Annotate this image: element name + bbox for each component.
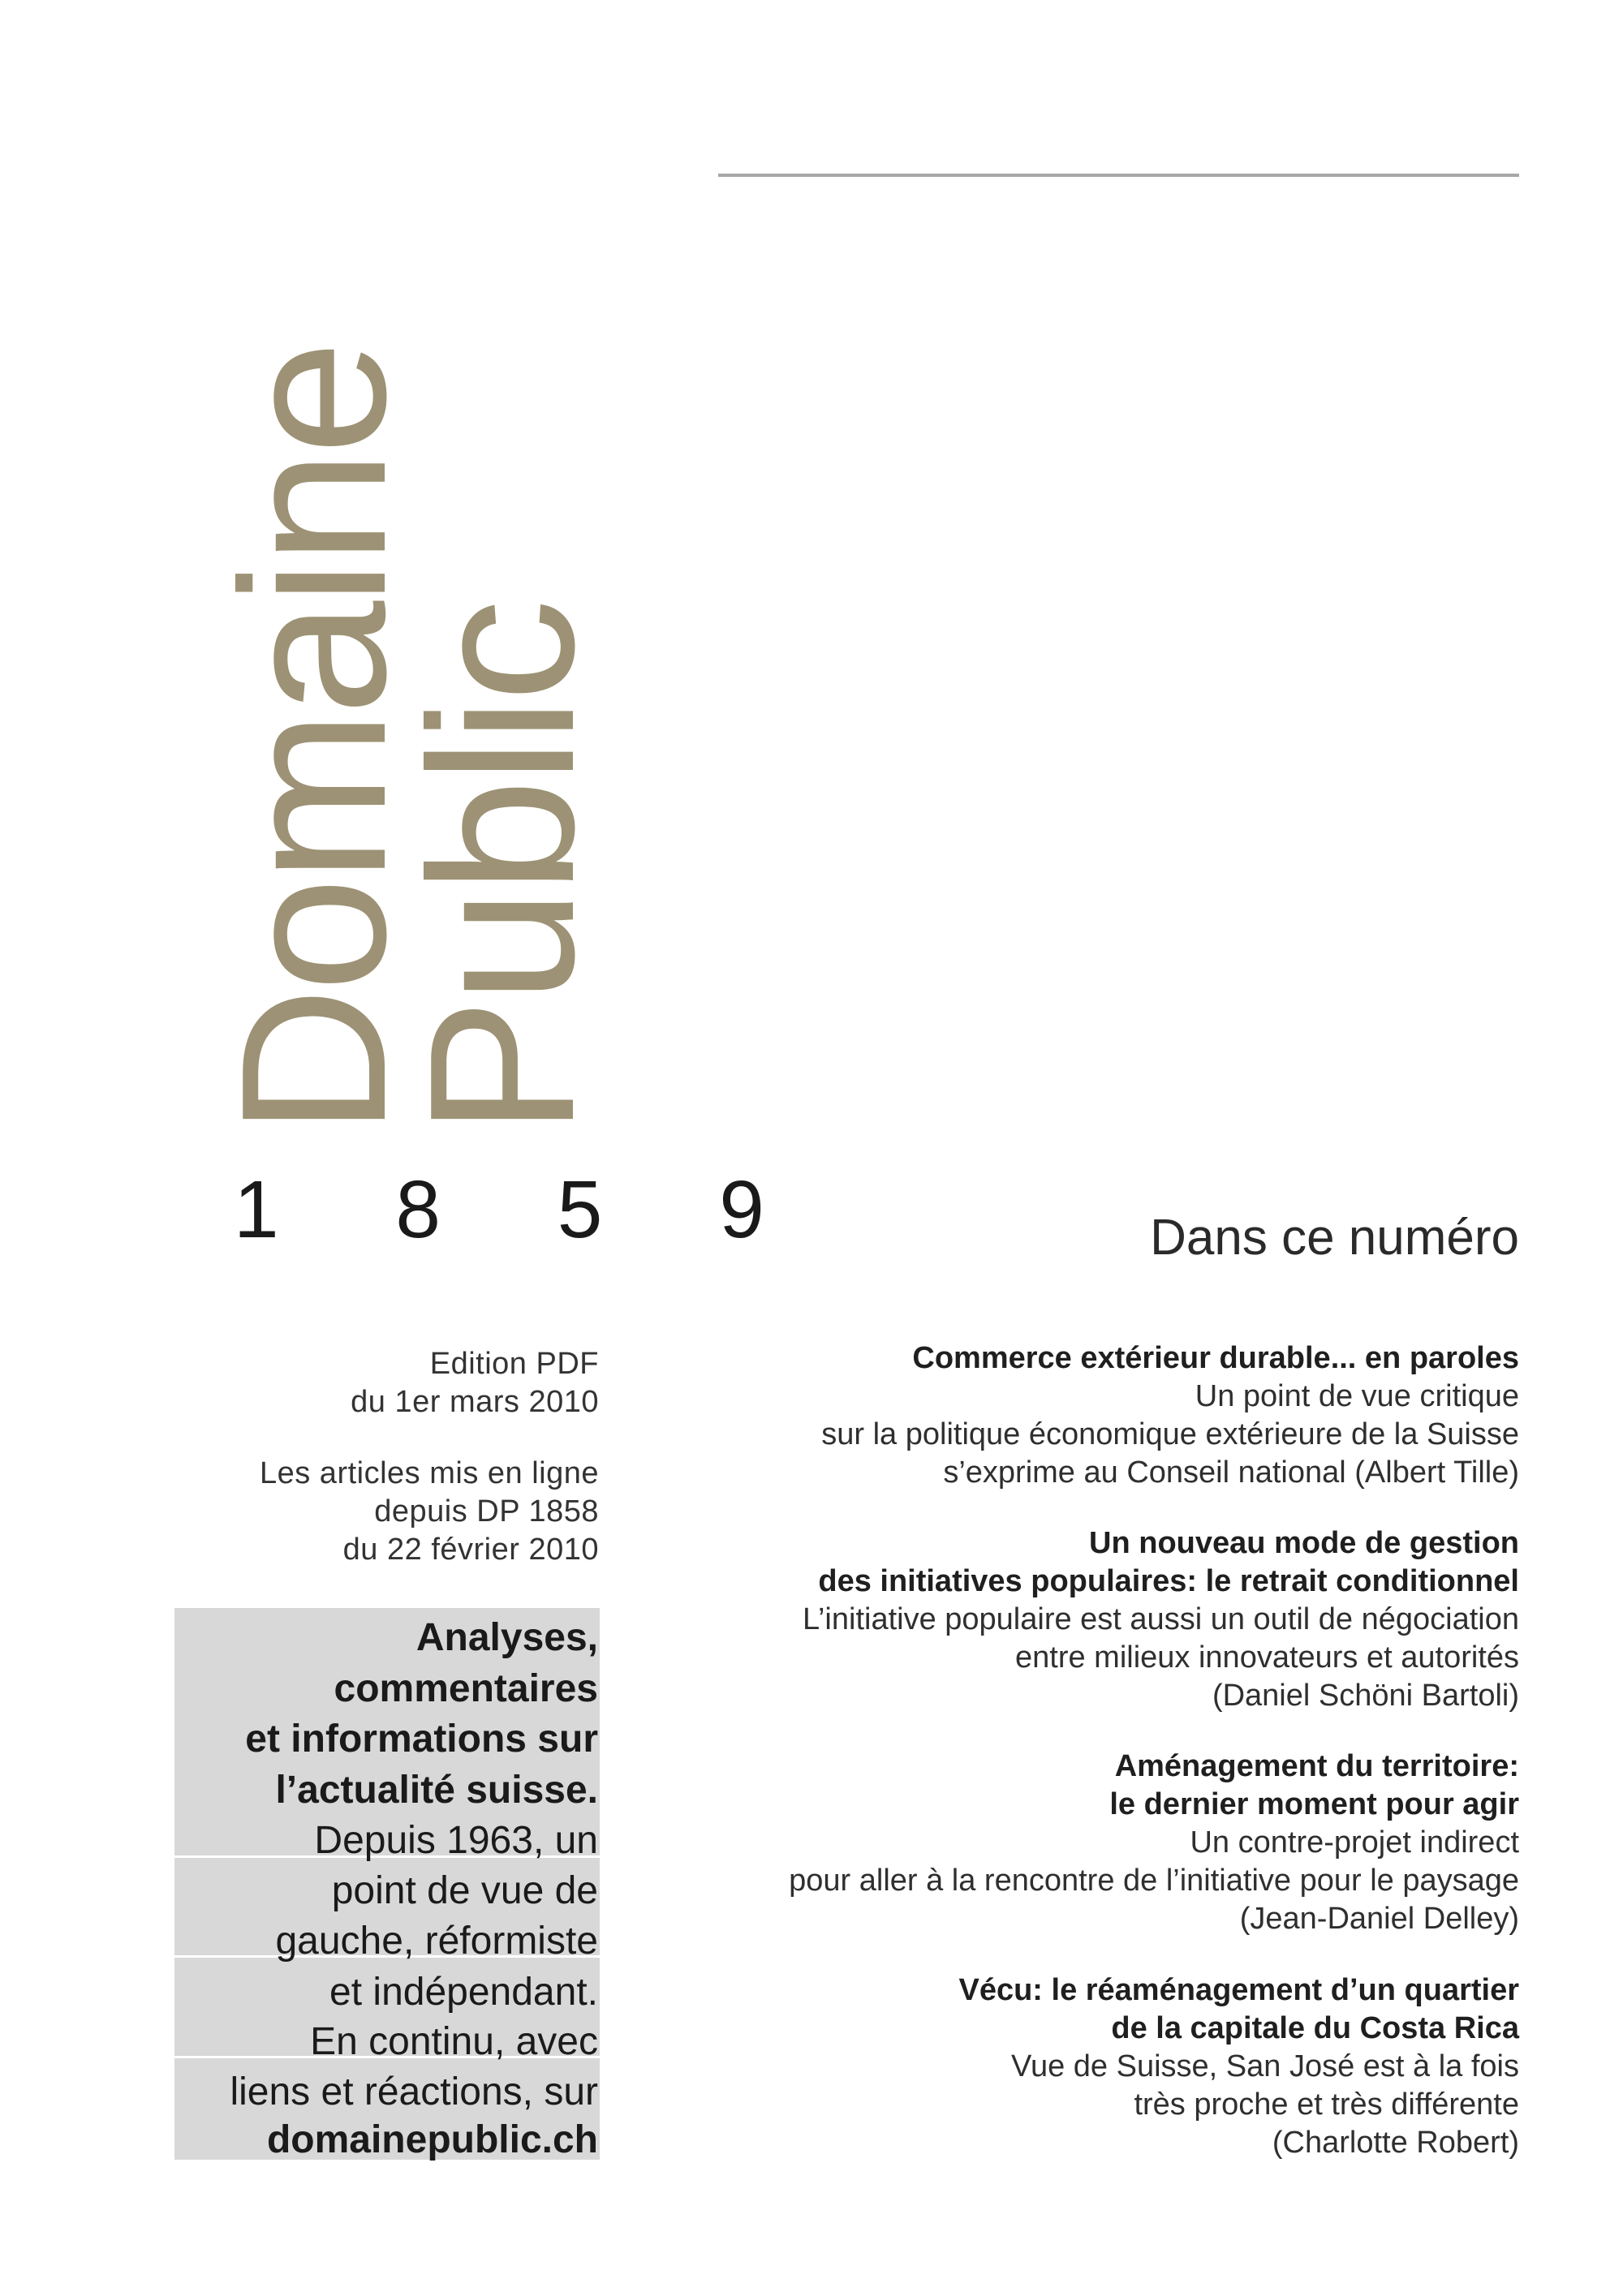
article-summary-line: très proche et très différente <box>1134 2087 1519 2122</box>
box-plain-line: gauche, réformiste <box>275 1920 598 1963</box>
article-summary-line: s’exprime au Conseil national (Albert Tille) <box>943 1455 1519 1490</box>
box-plain-line: En continu, avec <box>310 2020 598 2063</box>
article-entry[interactable] <box>958 1971 1519 2162</box>
edition-type: Edition PDF <box>429 1347 599 1381</box>
article-title[interactable]: Un nouveau mode de gestion <box>1089 1526 1519 1560</box>
edition-date: du 1er mars 2010 <box>351 1385 599 1419</box>
box-bold-line: l’actualité suisse. <box>275 1769 598 1812</box>
box-plain-line: et indépendant. <box>329 1971 598 2014</box>
article-title[interactable]: Commerce extérieur durable... en paroles <box>912 1341 1519 1375</box>
article-title[interactable]: Aménagement du territoire: <box>1114 1749 1519 1783</box>
article-title[interactable]: des initiatives populaires: le retrait conditionnel <box>818 1564 1519 1598</box>
article-entry[interactable] <box>803 1524 1519 1715</box>
box-plain-line: liens et réactions, sur <box>230 2070 598 2113</box>
description-box <box>174 1608 600 2160</box>
online-info <box>260 1455 599 1569</box>
article-summary-line: L’initiative populaire est aussi un outil de négociation <box>802 1602 1519 1636</box>
article-summary-line: (Daniel Schöni Bartoli) <box>1212 1679 1519 1713</box>
masthead-title <box>198 170 617 1136</box>
article-summary-line: (Jean-Daniel Delley) <box>1239 1902 1519 1936</box>
box-plain-line: point de vue de <box>331 1869 598 1912</box>
box-bold-line: Analyses, <box>415 1616 598 1659</box>
article-summary-line: (Charlotte Robert) <box>1272 2126 1519 2160</box>
article-entry[interactable] <box>821 1339 1519 1492</box>
box-bold-line: commentaires <box>334 1667 598 1710</box>
online-line-2: depuis DP 1858 <box>374 1494 599 1529</box>
box-bold-line: et informations sur <box>245 1718 598 1761</box>
masthead-word-domaine: Domaine <box>198 345 428 1136</box>
article-summary-line: sur la politique économique extérieure de la Suisse <box>821 1417 1519 1451</box>
masthead-word-public: Public <box>386 604 617 1136</box>
article-summary-line: pour aller à la rencontre de l’initiative pour le paysage <box>789 1864 1519 1898</box>
article-title[interactable]: le dernier moment pour agir <box>1109 1787 1519 1821</box>
online-line-3: du 22 février 2010 <box>342 1533 599 1567</box>
online-line-1: Les articles mis en ligne <box>259 1456 599 1490</box>
contents-heading: Dans ce numéro <box>1150 1210 1519 1266</box>
founding-year: 1 8 5 9 <box>234 1164 812 1255</box>
article-summary-line: Un contre-projet indirect <box>1190 1825 1519 1860</box>
article-title[interactable]: de la capitale du Costa Rica <box>1111 2011 1519 2045</box>
website-link[interactable]: domainepublic.ch <box>266 2118 598 2161</box>
article-entry[interactable] <box>789 1748 1519 1938</box>
top-rule <box>718 174 1519 177</box>
box-plain-line: Depuis 1963, un <box>314 1819 598 1862</box>
article-summary-line: Vue de Suisse, San José est à la fois <box>1011 2049 1519 2083</box>
article-title[interactable]: Vécu: le réaménagement d’un quartier <box>958 1973 1519 2007</box>
edition-info <box>351 1345 599 1421</box>
article-summary-line: entre milieux innovateurs et autorités <box>1015 1640 1519 1675</box>
article-summary-line: Un point de vue critique <box>1195 1379 1519 1413</box>
